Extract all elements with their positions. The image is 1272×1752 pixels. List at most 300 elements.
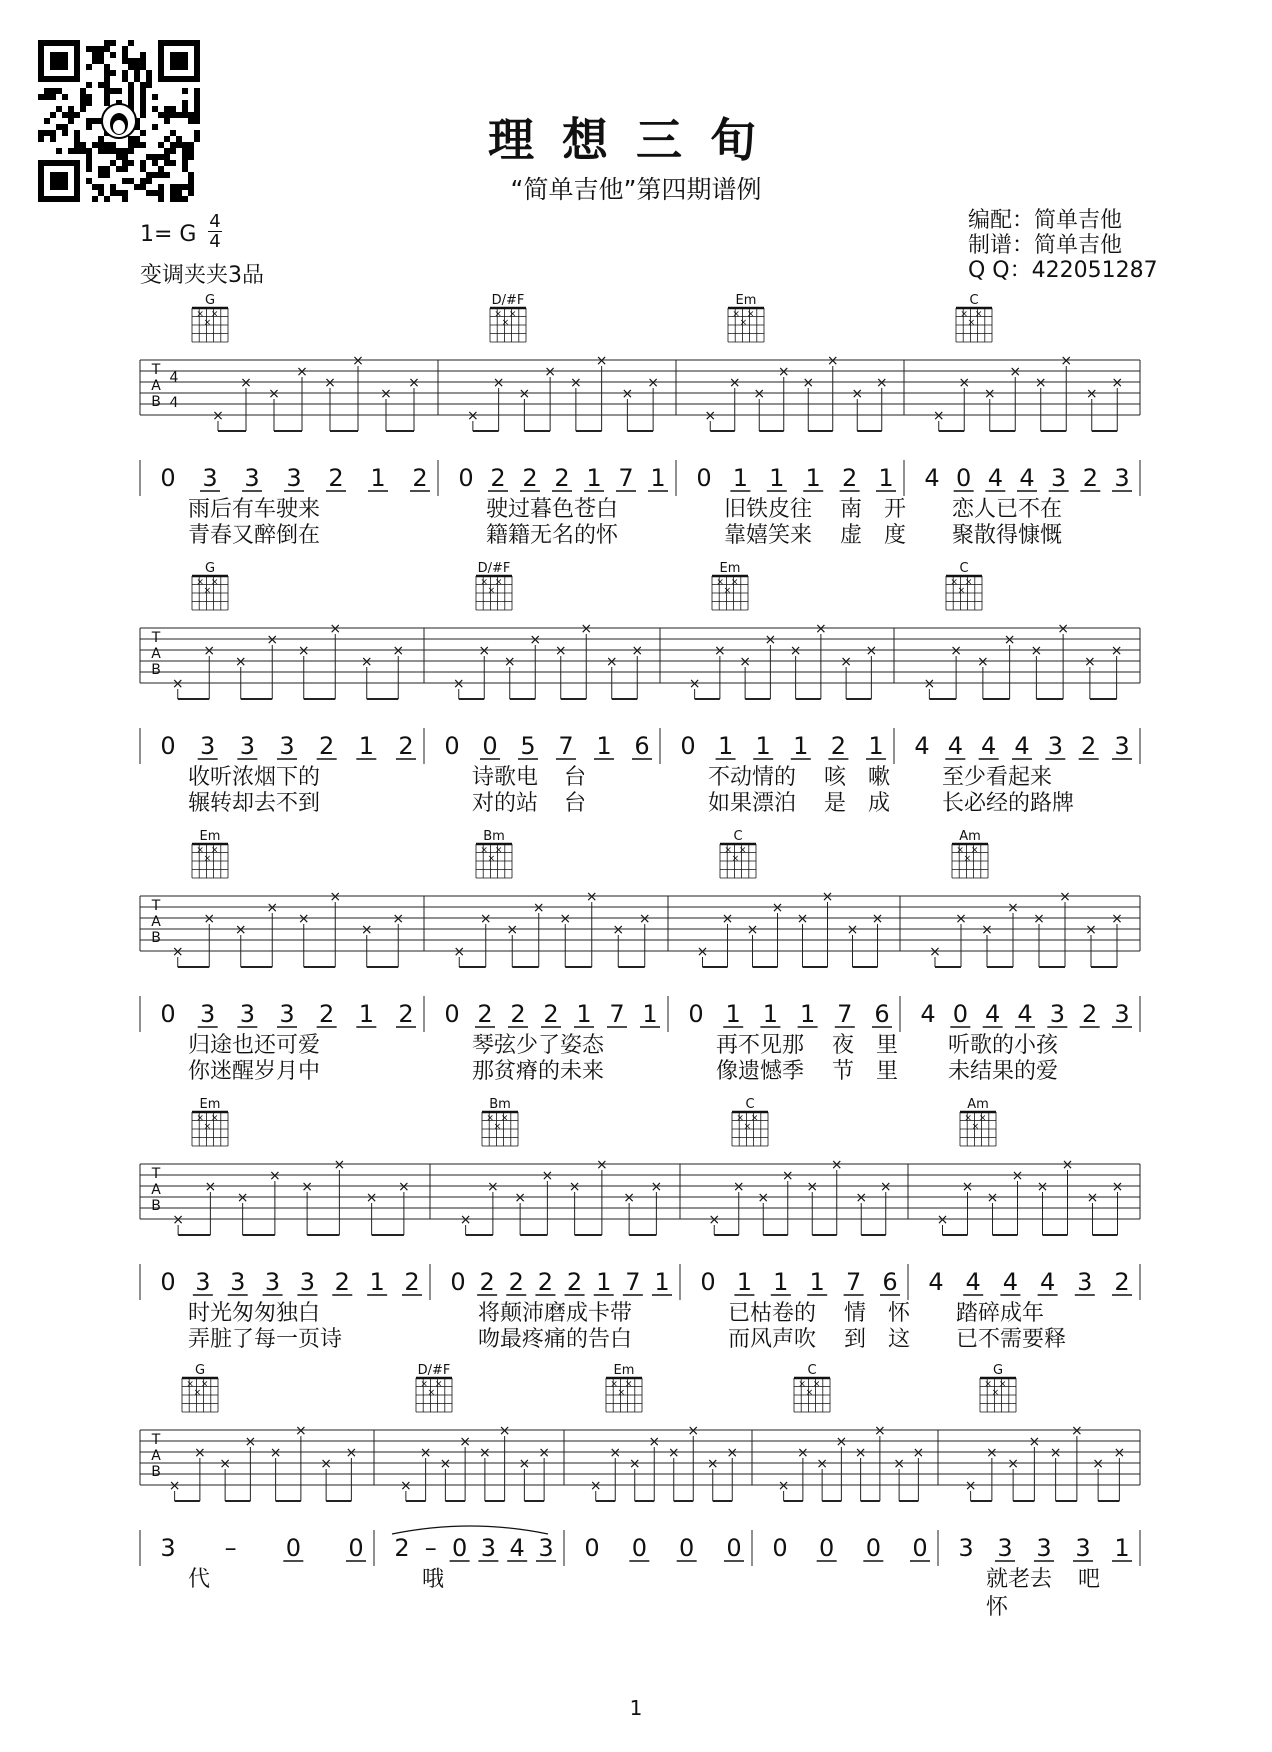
tab-note-x: ×: [269, 1168, 281, 1184]
chord-finger: ×: [493, 1121, 502, 1132]
tab-note-x: ×: [1111, 1179, 1124, 1195]
tab-note-x: ×: [333, 1157, 346, 1173]
jianpu-note: 3: [958, 1534, 974, 1562]
lyric-line-2: 青春又醉倒在: [188, 523, 321, 548]
tab-note-x: ×: [1085, 922, 1097, 938]
tab-note-x: ×: [172, 1212, 184, 1228]
chord-finger: ×: [196, 577, 204, 588]
tab-note-x: ×: [320, 1456, 332, 1472]
tab-note-x: ×: [1036, 1179, 1049, 1195]
tab-note-x: ×: [1030, 643, 1043, 659]
lyric-line-1: 至少看起来: [942, 765, 1053, 790]
chord-name: Em: [735, 293, 757, 308]
jianpu-note: 2: [543, 1000, 559, 1028]
lyric-line-1: 已枯卷的: [728, 1301, 817, 1326]
tab-note-x: ×: [1009, 364, 1022, 380]
tie-arc: [392, 1526, 548, 1534]
tab-note-x: ×: [240, 375, 252, 391]
chord-finger: ×: [964, 1113, 972, 1124]
tab-note-x: ×: [815, 621, 827, 637]
key-signature: 1= G: [140, 222, 197, 247]
tab-note-x: ×: [955, 911, 967, 927]
chord-finger: ×: [486, 1113, 494, 1124]
chord-name: Em: [199, 829, 221, 844]
chord-name: Em: [199, 1097, 221, 1112]
chord-name: Em: [719, 561, 741, 576]
tab-note-x: ×: [269, 1445, 282, 1461]
jianpu-note: 1: [596, 732, 612, 760]
tab-note-x: ×: [1111, 375, 1124, 391]
tab-note-x: ×: [647, 375, 659, 391]
tab-note-x: ×: [851, 386, 864, 402]
chord-finger: ×: [427, 1387, 436, 1398]
tab-note-x: ×: [821, 889, 834, 905]
jianpu-note: 2: [510, 1000, 526, 1028]
jianpu-note: 2: [830, 732, 847, 760]
tab-note-x: ×: [936, 1212, 949, 1228]
chord-finger: ×: [480, 845, 488, 856]
jianpu-note: 5: [520, 732, 536, 760]
chord-finger: ×: [487, 585, 496, 596]
lyric-line-2: 吻最疼痛的告白: [478, 1327, 633, 1352]
tab-clef-letter: T: [151, 630, 161, 646]
jianpu-note: 0: [348, 1534, 364, 1562]
chord-finger: ×: [210, 1113, 219, 1124]
tab-note-x: ×: [168, 1478, 181, 1494]
lyric-line-1: 夜: [832, 1033, 855, 1058]
tab-note-x: ×: [728, 375, 741, 391]
lyric-line-1: 情: [844, 1301, 867, 1326]
tab-note-x: ×: [568, 1179, 581, 1195]
lyric-line-1: 归途也还可爱: [188, 1033, 321, 1058]
tab-note-x: ×: [835, 1434, 848, 1450]
lyric-line-2: 度: [884, 523, 907, 548]
jianpu-note: 0: [865, 1534, 881, 1562]
tab-clef-letter: B: [151, 394, 161, 410]
chord-finger: ×: [203, 853, 212, 864]
tab-note-x: ×: [1060, 353, 1073, 369]
jianpu-note: 3: [286, 464, 302, 492]
chord-finger: ×: [805, 1387, 814, 1398]
jianpu-note: 1: [358, 1000, 374, 1028]
chord-finger: ×: [203, 585, 212, 596]
tab-note-x: ×: [580, 621, 593, 637]
jianpu-note: 3: [1114, 464, 1130, 492]
jianpu-note: 3: [1049, 1000, 1065, 1028]
lyric-line-1: 将颠沛磨成卡带: [478, 1301, 633, 1326]
tab-note-x: ×: [777, 1478, 790, 1494]
tab-note-x: ×: [1007, 1456, 1019, 1472]
tab-note-x: ×: [1028, 1434, 1041, 1450]
chord-name: C: [807, 1363, 817, 1378]
jianpu-note: 2: [566, 1268, 583, 1296]
chord-finger: ×: [724, 845, 732, 856]
tab-note-x: ×: [1057, 621, 1069, 637]
lyric-line-2: 怀: [986, 1595, 1009, 1620]
chord-finger: ×: [200, 1379, 209, 1390]
jianpu-note: 2: [522, 464, 538, 492]
tab-note-x: ×: [961, 1179, 974, 1195]
jianpu-note: 7: [625, 1268, 641, 1296]
lyric-line-1: 再不见那: [716, 1033, 805, 1058]
jianpu-note: 6: [634, 732, 650, 760]
chord-finger: ×: [730, 577, 739, 588]
jianpu-note: 0: [680, 732, 696, 760]
tab-note-x: ×: [559, 911, 572, 927]
tab-note-x: ×: [266, 632, 279, 648]
tab-note-x: ×: [650, 1179, 663, 1195]
chord-finger: ×: [950, 577, 958, 588]
tab-note-x: ×: [1085, 386, 1098, 402]
tab-note-x: ×: [986, 1190, 999, 1206]
tab-note-x: ×: [219, 1456, 231, 1472]
jianpu-note: 4: [914, 732, 930, 760]
chord-name: G: [992, 1363, 1004, 1378]
tab-note-x: ×: [392, 911, 405, 927]
tab-note-x: ×: [518, 1456, 531, 1472]
chord-name: C: [969, 293, 979, 308]
jianpu-note: 1: [769, 464, 785, 492]
tab-clef-letter: B: [151, 1198, 161, 1214]
jianpu-note: 0: [912, 1534, 928, 1562]
tab-note-x: ×: [234, 922, 247, 938]
tab-note-x: ×: [950, 643, 962, 659]
tab-note-x: ×: [324, 375, 336, 391]
jianpu-note: 1: [358, 732, 374, 760]
tab-note-x: ×: [721, 911, 734, 927]
lyric-line-2: 聚散得慷慨: [952, 523, 1063, 548]
lyric-line-1: 时光匆匆独白: [188, 1301, 321, 1326]
tab-note-x: ×: [781, 1168, 794, 1184]
jianpu-note: 3: [538, 1534, 554, 1562]
tab-note-x: ×: [234, 654, 247, 670]
chord-finger: ×: [624, 1379, 633, 1390]
tab-note-x: ×: [492, 375, 505, 391]
lyric-line-2: 到: [844, 1327, 867, 1352]
chord-finger: ×: [434, 1379, 443, 1390]
tab-note-x: ×: [732, 1179, 745, 1195]
tab-note-x: ×: [596, 1157, 608, 1173]
jianpu-note: 1: [654, 1268, 670, 1296]
tab-note-x: ×: [739, 654, 751, 670]
lyric-line-1: 哦: [422, 1567, 445, 1592]
jianpu-note: 6: [882, 1268, 898, 1296]
tab-note-x: ×: [352, 353, 364, 369]
chord-name: C: [959, 561, 969, 576]
tab-clef-letter: T: [151, 1432, 161, 1448]
chord-finger: ×: [508, 309, 517, 320]
chord-name: D/#F: [417, 1363, 451, 1378]
jianpu-note: 0: [584, 1534, 600, 1562]
tab-note-x: ×: [297, 643, 310, 659]
chord-finger: ×: [984, 1379, 992, 1390]
jianpu-note: 2: [1082, 464, 1098, 492]
chord-name: G: [194, 1363, 206, 1378]
tab-clef-letter: B: [151, 662, 161, 678]
tab-note-x: ×: [514, 1190, 526, 1206]
tab-time-bottom: 4: [169, 395, 179, 411]
lyric-line-2: 虚: [840, 523, 863, 548]
jianpu-note: 1: [370, 464, 386, 492]
lyric-line-1: 雨后有车驶来: [188, 497, 321, 522]
chord-finger: ×: [964, 577, 973, 588]
tab-note-x: ×: [585, 889, 598, 905]
jianpu-note: 4: [509, 1534, 525, 1562]
jianpu-note: 3: [279, 732, 295, 760]
jianpu-note: 3: [230, 1268, 246, 1296]
jianpu-note: 4: [1019, 464, 1035, 492]
chord-finger: ×: [196, 309, 204, 320]
tab-note-x: ×: [648, 1434, 661, 1450]
tab-note-x: ×: [171, 944, 184, 960]
lyric-line-1: 南: [840, 497, 863, 522]
chord-finger: ×: [736, 1113, 744, 1124]
jianpu-note: 0: [444, 732, 460, 760]
chord-finger: ×: [494, 845, 503, 856]
jianpu-note: 0: [160, 1000, 176, 1028]
tab-note-x: ×: [874, 1423, 886, 1439]
jianpu-note: 2: [319, 1000, 335, 1028]
jianpu-note: 2: [479, 1268, 495, 1296]
song-title: 理想三旬: [488, 113, 784, 167]
tab-note-x: ×: [726, 1445, 739, 1461]
chord-finger: ×: [970, 845, 979, 856]
jianpu-note: –: [224, 1534, 237, 1562]
tab-note-x: ×: [771, 900, 784, 916]
tab-note-x: ×: [1007, 900, 1019, 916]
jianpu-note: 3: [244, 464, 260, 492]
jianpu-note: 3: [200, 732, 216, 760]
tab-note-x: ×: [554, 643, 567, 659]
chord-finger: ×: [967, 317, 976, 328]
tab-note-x: ×: [1011, 1168, 1024, 1184]
jianpu-note: 2: [334, 1268, 350, 1296]
tab-note-x: ×: [268, 386, 280, 402]
tab-note-x: ×: [830, 1157, 843, 1173]
jianpu-note: 2: [1081, 732, 1097, 760]
tab-note-x: ×: [605, 654, 618, 670]
jianpu-note: 2: [477, 1000, 493, 1028]
jianpu-note: 2: [412, 464, 428, 492]
tab-note-x: ×: [826, 353, 839, 369]
jianpu-note: 7: [837, 1000, 853, 1028]
tab-note-x: ×: [846, 922, 859, 938]
chord-finger: ×: [750, 1113, 759, 1124]
tab-note-x: ×: [1049, 1445, 1062, 1461]
tab-note-x: ×: [506, 922, 519, 938]
jianpu-note: 4: [928, 1268, 944, 1296]
tab-note-x: ×: [1110, 643, 1123, 659]
chord-finger: ×: [610, 1379, 618, 1390]
tab-note-x: ×: [1113, 1445, 1126, 1461]
credit-engraver: 制谱：简单吉他: [968, 233, 1123, 258]
jianpu-note: 4: [1014, 732, 1030, 760]
capo-note: 变调夹夹3品: [140, 263, 264, 288]
tab-note-x: ×: [398, 1179, 410, 1195]
jianpu-note: 2: [328, 464, 344, 492]
chord-name: D/#F: [491, 293, 525, 308]
lyric-line-1: 旧铁皮往: [724, 497, 813, 522]
tab-note-x: ×: [400, 1478, 412, 1494]
chord-finger: ×: [193, 1387, 202, 1398]
tab-note-x: ×: [875, 375, 888, 391]
lyric-line-1: 就老去: [986, 1567, 1053, 1592]
tab-note-x: ×: [789, 643, 802, 659]
tab-note-x: ×: [796, 911, 809, 927]
lyric-line-1: 琴弦少了姿态: [472, 1033, 605, 1058]
chord-finger: ×: [743, 1121, 752, 1132]
jianpu-note: 2: [398, 1000, 414, 1028]
jianpu-note: 3: [997, 1534, 1013, 1562]
jianpu-note: 0: [700, 1268, 716, 1296]
jianpu-note: 3: [264, 1268, 281, 1296]
jianpu-note: 4: [947, 732, 963, 760]
chord-finger: ×: [812, 1379, 821, 1390]
tab-time-top: 4: [169, 370, 179, 386]
jianpu-note: 3: [1047, 732, 1063, 760]
tab-note-x: ×: [816, 1456, 828, 1472]
jianpu-note: 0: [450, 1268, 466, 1296]
chord-finger: ×: [196, 1113, 204, 1124]
chord-name: Am: [967, 1097, 989, 1112]
jianpu-note: 2: [1114, 1268, 1130, 1296]
song-subtitle: “简单吉他”第四期谱例: [510, 175, 762, 204]
chord-finger: ×: [716, 577, 724, 588]
tab-note-x: ×: [1034, 375, 1047, 391]
tab-note-x: ×: [498, 1423, 511, 1439]
credit-qq: Q Q：422051287: [968, 258, 1158, 283]
tab-note-x: ×: [194, 1445, 206, 1461]
credit-arranger: 编配：简单吉他: [968, 208, 1123, 233]
jianpu-note: 0: [160, 464, 176, 492]
tab-note-x: ×: [981, 922, 993, 938]
jianpu-note: 1: [805, 464, 821, 492]
tab-clef-letter: B: [151, 930, 161, 946]
tab-note-x: ×: [840, 654, 852, 670]
chord-finger: ×: [971, 1121, 980, 1132]
tab-note-x: ×: [297, 911, 310, 927]
jianpu-note: 3: [1114, 732, 1130, 760]
jianpu-note: 1: [369, 1268, 385, 1296]
tab-note-x: ×: [204, 1179, 217, 1195]
lyric-line-1: 不动情的: [708, 765, 797, 790]
jianpu-note: 3: [1114, 1000, 1130, 1028]
chord-finger: ×: [210, 309, 219, 320]
tab-note-x: ×: [295, 1423, 307, 1439]
tab-note-x: ×: [544, 364, 556, 380]
jianpu-note: 3: [200, 1000, 216, 1028]
jianpu-note: 0: [444, 1000, 460, 1028]
lyric-line-2: 台: [564, 791, 587, 816]
tab-note-x: ×: [408, 375, 420, 391]
jianpu-note: 1: [878, 464, 894, 492]
chord-finger: ×: [210, 577, 219, 588]
lyric-line-2: 如果漂泊: [708, 791, 797, 816]
jianpu-note: 2: [319, 732, 335, 760]
chord-name: G: [204, 293, 216, 308]
tab-note-x: ×: [932, 408, 945, 424]
tab-note-x: ×: [365, 1190, 378, 1206]
tab-note-x: ×: [753, 386, 766, 402]
jianpu-note: 0: [285, 1534, 301, 1562]
tab-clef-letter: B: [151, 1464, 161, 1480]
jianpu-note: 3: [1036, 1534, 1052, 1562]
tab-note-x: ×: [855, 1190, 868, 1206]
jianpu-note: 1: [762, 1000, 779, 1028]
tab-note-x: ×: [419, 1445, 432, 1461]
tab-note-x: ×: [871, 911, 884, 927]
jianpu-note: 0: [688, 1000, 704, 1028]
lyric-line-1: 怀: [888, 1301, 911, 1326]
lyric-line-1: 开: [884, 497, 907, 522]
tab-note-x: ×: [806, 1179, 819, 1195]
chord-finger: ×: [487, 853, 496, 864]
jianpu-note: 2: [841, 464, 858, 492]
tab-note-x: ×: [704, 408, 717, 424]
jianpu-note: 6: [874, 1000, 890, 1028]
tab-note-x: ×: [360, 922, 373, 938]
chord-finger: ×: [494, 309, 502, 320]
chord-finger: ×: [186, 1379, 194, 1390]
tab-note-x: ×: [854, 1445, 867, 1461]
lyric-line-2: 而风声吹: [728, 1327, 817, 1352]
tab-note-x: ×: [983, 386, 996, 402]
tab-clef-letter: T: [151, 362, 161, 378]
tab-note-x: ×: [1092, 1456, 1104, 1472]
jianpu-note: 3: [299, 1268, 316, 1296]
tab-note-x: ×: [236, 1190, 249, 1206]
jianpu-note: 2: [490, 464, 506, 492]
jianpu-note: 2: [554, 464, 570, 492]
lyric-line-1: 里: [876, 1033, 899, 1058]
tab-note-x: ×: [757, 1190, 770, 1206]
tab-note-x: ×: [487, 1179, 499, 1195]
tab-note-x: ×: [459, 1212, 472, 1228]
jianpu-note: 0: [772, 1534, 788, 1562]
chord-finger: ×: [500, 1113, 509, 1124]
jianpu-note: 0: [160, 1268, 176, 1296]
jianpu-note: 2: [394, 1534, 410, 1562]
tab-note-x: ×: [595, 353, 608, 369]
jianpu-note: 4: [1039, 1268, 1056, 1296]
jianpu-note: 1: [725, 1000, 741, 1028]
time-signature-top: 4: [209, 211, 221, 232]
tab-note-x: ×: [452, 676, 465, 692]
lyric-line-2: 那贫瘠的未来: [472, 1059, 605, 1084]
tab-note-x: ×: [518, 386, 531, 402]
chord-name: Em: [613, 1363, 635, 1378]
tab-note-x: ×: [929, 944, 941, 960]
tab-note-x: ×: [538, 1445, 550, 1461]
jianpu-note: 1: [755, 732, 771, 760]
tab-note-x: ×: [714, 643, 726, 659]
tab-note-x: ×: [696, 944, 709, 960]
jianpu-note: 0: [160, 732, 176, 760]
lyric-line-1: 吧: [1078, 1567, 1101, 1592]
lyric-line-2: 辗转却去不到: [188, 791, 321, 816]
jianpu-note: 3: [1051, 464, 1067, 492]
jianpu-note: –: [424, 1534, 437, 1562]
tab-note-x: ×: [609, 1445, 622, 1461]
tab-note-x: ×: [171, 676, 184, 692]
tab-note-x: ×: [329, 889, 342, 905]
chord-finger: ×: [960, 309, 968, 320]
chord-finger: ×: [731, 853, 740, 864]
jianpu-note: 0: [458, 464, 474, 492]
jianpu-note: 1: [576, 1000, 592, 1028]
lyric-line-2: 像遗憾季: [716, 1059, 805, 1084]
chord-name: C: [745, 1097, 755, 1112]
